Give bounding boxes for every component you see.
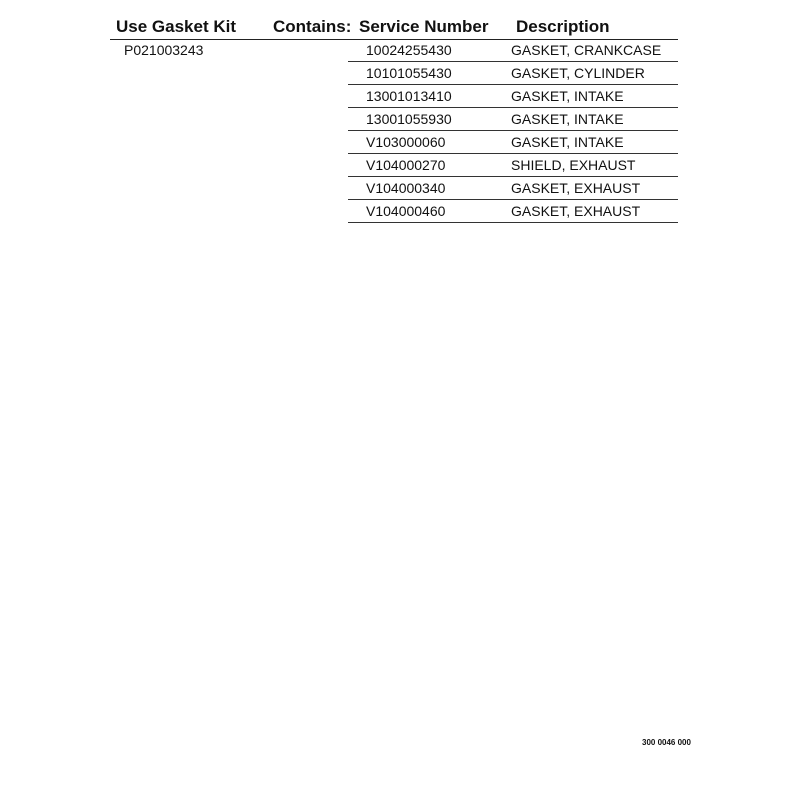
table-row [348,131,678,154]
description-cell: GASKET, EXHAUST [511,180,641,196]
description-cell: GASKET, EXHAUST [511,203,641,219]
table-row [348,85,678,108]
header-use-gasket-kit: Use Gasket Kit [116,17,236,36]
table-row [348,154,678,177]
service-number-cell: 10101055430 [366,65,452,81]
kit-number: P021003243 [124,42,204,58]
header-description: Description [516,17,610,36]
description-cell: SHIELD, EXHAUST [511,157,636,173]
service-number-cell: 10024255430 [366,42,452,58]
description-cell: GASKET, INTAKE [511,111,624,127]
service-number-cell: V104000270 [366,157,446,173]
table-row [348,39,678,62]
description-cell: GASKET, CRANKCASE [511,42,662,58]
footer-code: 300 0046 000 [642,738,691,747]
table-row [348,200,678,223]
header-service-number: Service Number [359,17,489,36]
service-number-cell: V104000460 [366,203,446,219]
parts-table [348,39,678,223]
description-cell: GASKET, CYLINDER [511,65,645,81]
table-row [348,62,678,85]
service-number-cell: V104000340 [366,180,446,196]
header-contains: Contains: [273,17,352,36]
table-row [348,177,678,200]
service-number-cell: V103000060 [366,134,446,150]
description-cell: GASKET, INTAKE [511,88,624,104]
description-cell: GASKET, INTAKE [511,134,624,150]
table-row [348,108,678,131]
service-number-cell: 13001055930 [366,111,452,127]
service-number-cell: 13001013410 [366,88,452,104]
